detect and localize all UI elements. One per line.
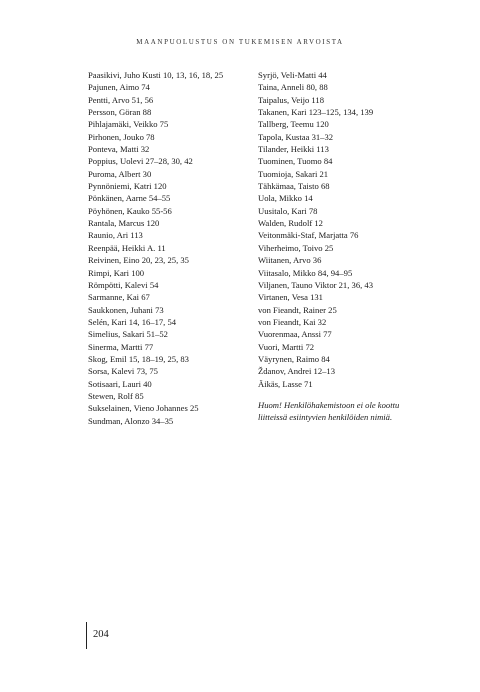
index-entry: Selén, Kari 14, 16–17, 54 <box>88 316 177 327</box>
note-line: Huom! Henkilöhakemistoon ei ole koottu <box>258 400 400 410</box>
index-entry: Saukkonen, Juhani 73 <box>88 304 164 315</box>
index-entry: Syrjö, Veli-Matti 44 <box>258 70 327 80</box>
index-entry: Pynnöniemi, Katri 120 <box>88 181 167 192</box>
index-note <box>258 399 399 424</box>
index-entry: Taipalus, Veijo 118 <box>258 94 324 105</box>
index-entry: Sotisaari, Lauri 40 <box>88 378 152 389</box>
index-entry: Pöyhönen, Kauko 55-56 <box>88 205 172 216</box>
index-entry: Stewen, Rolf 85 <box>88 390 144 401</box>
index-entry: Viljanen, Tauno Viktor 21, 36, 43 <box>258 279 374 290</box>
index-entry: Wiitanen, Arvo 36 <box>258 255 322 266</box>
index-entry: Virtanen, Vesa 131 <box>258 292 323 303</box>
index-entry: Poppius, Uolevi 27–28, 30, 42 <box>88 156 193 167</box>
index-entry: Tuomioja, Sakari 21 <box>258 168 329 179</box>
index-entry: Raunio, Ari 113 <box>88 230 143 241</box>
index-entry: Äikäs, Lasse 71 <box>258 378 313 389</box>
index-entry: Skog, Emil 15, 18–19, 25, 83 <box>88 353 189 364</box>
index-entry: Sarmanne, Kai 67 <box>88 292 150 303</box>
index-entry: Viherheimo, Toivo 25 <box>258 242 334 253</box>
index-entry: Pentti, Arvo 51, 56 <box>88 94 154 105</box>
index-entry: von Fieandt, Rainer 25 <box>258 304 337 315</box>
index-entry: Persson, Göran 88 <box>88 107 152 118</box>
index-entry: Rimpi, Kari 100 <box>88 267 145 278</box>
index-entry: Tuominen, Tuomo 84 <box>258 156 333 167</box>
index-column-right <box>258 69 373 390</box>
index-entry: Simelius, Sakari 51–52 <box>88 329 168 340</box>
index-entry: Tallberg, Teemu 120 <box>258 119 329 130</box>
index-entry: Uusitalo, Kari 78 <box>258 205 318 216</box>
index-entry: Tähkämaa, Taisto 68 <box>258 181 330 192</box>
index-column-left <box>88 69 223 427</box>
index-entry: Puroma, Albert 30 <box>88 168 152 179</box>
index-entry: Pihlajamäki, Veikko 75 <box>88 119 169 130</box>
index-entry: Tapola, Kustaa 31–32 <box>258 131 334 142</box>
index-entry: Pajunen, Aimo 74 <box>88 82 150 93</box>
running-head: MAANPUOLUSTUS ON TUKEMISEN ARVOISTA <box>136 38 344 46</box>
index-entry: Ponteva, Matti 32 <box>88 144 150 155</box>
index-entry: Römpötti, Kalevi 54 <box>88 279 159 290</box>
index-entry: Paasikivi, Juho Kusti 10, 13, 16, 18, 25 <box>88 70 224 80</box>
index-entry: Rantala, Marcus 120 <box>88 218 160 229</box>
index-entry: Reivinen, Eino 20, 23, 25, 35 <box>88 255 189 266</box>
index-entry: Uola, Mikko 14 <box>258 193 313 204</box>
index-entry: Sundman, Alonzo 34–35 <box>88 415 174 426</box>
index-entry: Väyrynen, Raimo 84 <box>258 353 330 364</box>
page-number: 204 <box>93 629 109 640</box>
index-entry: Ždanov, Andrei 12–13 <box>258 366 336 377</box>
index-entry: Vuori, Martti 72 <box>258 341 315 352</box>
index-entry: Sinerma, Martti 77 <box>88 341 154 352</box>
page-number-rule <box>86 622 87 649</box>
index-entry: Takanen, Kari 123–125, 134, 139 <box>258 107 374 118</box>
index-entry: Pönkänen, Aarne 54–55 <box>88 193 171 204</box>
index-entry: Walden, Rudolf 12 <box>258 218 323 229</box>
index-entry: Reenpää, Heikki A. 11 <box>88 242 166 253</box>
index-entry: Pirhonen, Jouko 78 <box>88 131 155 142</box>
index-entry: Vuorenmaa, Anssi 77 <box>258 329 332 340</box>
index-entry: Veitonmäki-Staf, Marjatta 76 <box>258 230 359 241</box>
index-entry: Taina, Anneli 80, 88 <box>258 82 328 93</box>
index-entry: Viitasalo, Mikko 84, 94–95 <box>258 267 353 278</box>
index-entry: von Fieandt, Kai 32 <box>258 316 327 327</box>
index-entry: Tilander, Heikki 113 <box>258 144 329 155</box>
note-line: liitteissä esiintyvien henkilöiden nimiä. <box>258 412 393 423</box>
index-entry: Sorsa, Kalevi 73, 75 <box>88 366 158 377</box>
index-entry: Sukselainen, Vieno Johannes 25 <box>88 403 199 414</box>
